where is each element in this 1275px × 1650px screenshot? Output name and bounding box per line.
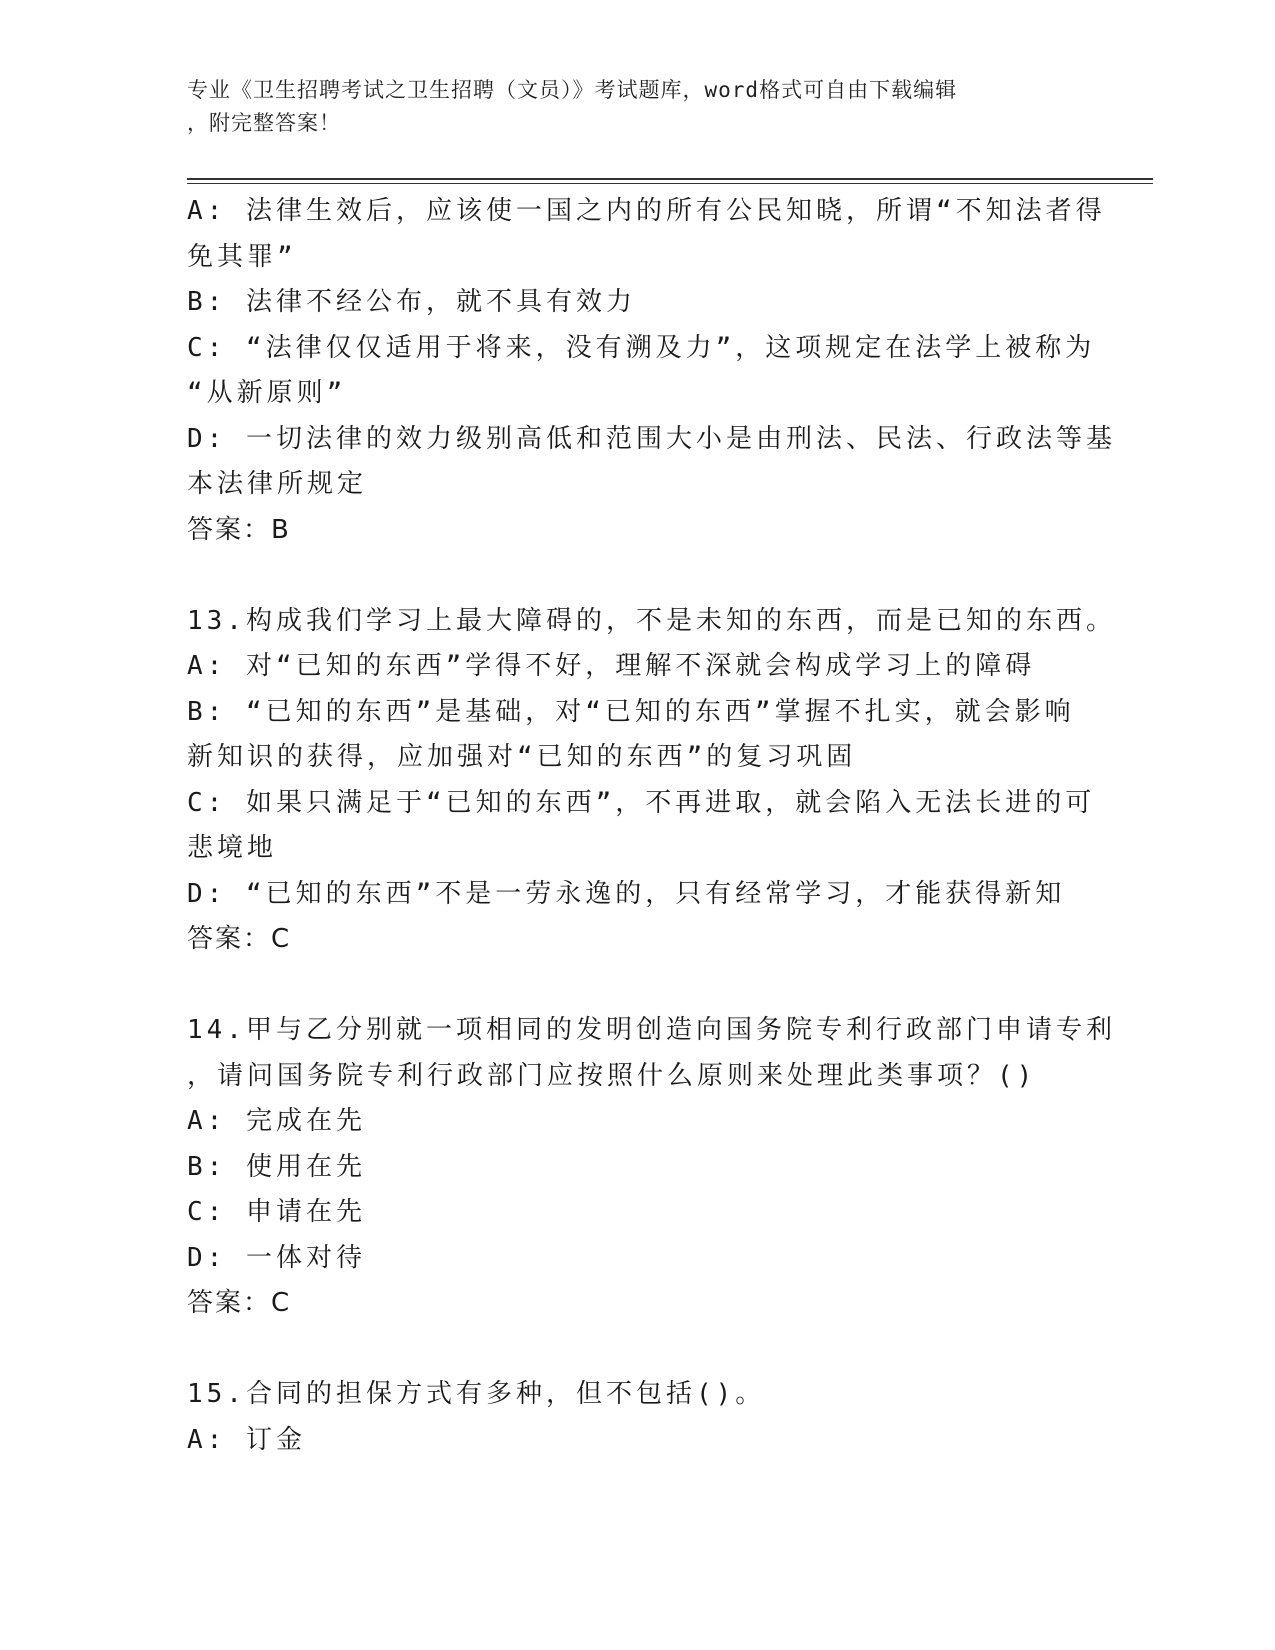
- header-divider-thin: [187, 183, 1153, 184]
- q15-question: 15.合同的担保方式有多种，但不包括()。: [187, 1379, 766, 1409]
- header-divider-thick: [187, 178, 1153, 180]
- q12-option-a-line-1: A: 法律生效后，应该使一国之内的所有公民知晓，所谓“不知法者得: [187, 196, 1106, 226]
- header-line-1: 专业《卫生招聘考试之卫生招聘（文员）》考试题库，word格式可自由下载编辑: [187, 78, 958, 102]
- spacer: [187, 553, 1087, 599]
- q12-option-d-line-1: D: 一切法律的效力级别高低和范围大小是由刑法、民法、行政法等基: [187, 423, 1116, 454]
- q14-option-a: A: 完成在先: [187, 1106, 366, 1136]
- q15-option-a: A: 订金: [187, 1424, 306, 1455]
- q13-answer: 答案：C: [187, 924, 292, 954]
- q14-answer: 答案：C: [187, 1288, 292, 1318]
- question-14-block: [187, 1008, 1116, 1327]
- q12-option-d-line-2: 本法律所规定: [187, 469, 368, 499]
- q14-question-line-1: 14.甲与乙分别就一项相同的发明创造向国务院专利行政部门申请专利: [187, 1015, 1116, 1045]
- spacer: [187, 1327, 1087, 1373]
- question-12-block: [187, 189, 1116, 553]
- q13-question: 13.构成我们学习上最大障碍的，不是未知的东西，而是已知的东西。: [187, 605, 1116, 636]
- q14-option-b: B: 使用在先: [187, 1151, 366, 1182]
- question-list: [187, 189, 1116, 1463]
- q13-option-c-line-2: 悲境地: [187, 833, 278, 863]
- document-header: [187, 74, 1067, 140]
- q14-option-c: C: 申请在先: [187, 1197, 366, 1227]
- q13-option-b-line-1: B: “已知的东西”是基础，对“已知的东西”掌握不扎实，就会影响: [187, 696, 1075, 727]
- question-15-block: [187, 1372, 1087, 1463]
- q12-option-c-line-2: “从新原则”: [187, 378, 347, 408]
- q14-option-d: D: 一体对待: [187, 1242, 366, 1273]
- spacer: [187, 963, 1087, 1009]
- q14-question-line-2: ，请问国务院专利行政部门应按照什么原则来处理此类事项？(): [187, 1060, 1037, 1091]
- question-13-block: [187, 599, 1116, 963]
- header-line-2: ，附完整答案！: [187, 111, 341, 135]
- q13-option-d: D: “已知的东西”不是一劳永逸的，只有经常学习，才能获得新知: [187, 878, 1066, 909]
- q12-answer: 答案：B: [187, 514, 291, 545]
- q13-option-c-line-1: C: 如果只满足于“已知的东西”，不再进取，就会陷入无法长进的可: [187, 787, 1096, 818]
- q12-option-a-line-2: 免其罪”: [187, 241, 297, 272]
- q13-option-a: A: 对“已知的东西”学得不好，理解不深就会构成学习上的障碍: [187, 651, 1036, 681]
- q13-option-b-line-2: 新知识的获得，应加强对“已知的东西”的复习巩固: [187, 742, 857, 772]
- q12-option-b: B: 法律不经公布，就不具有效力: [187, 287, 636, 317]
- q12-option-c-line-1: C: “法律仅仅适用于将来，没有溯及力”，这项规定在法学上被称为: [187, 332, 1096, 363]
